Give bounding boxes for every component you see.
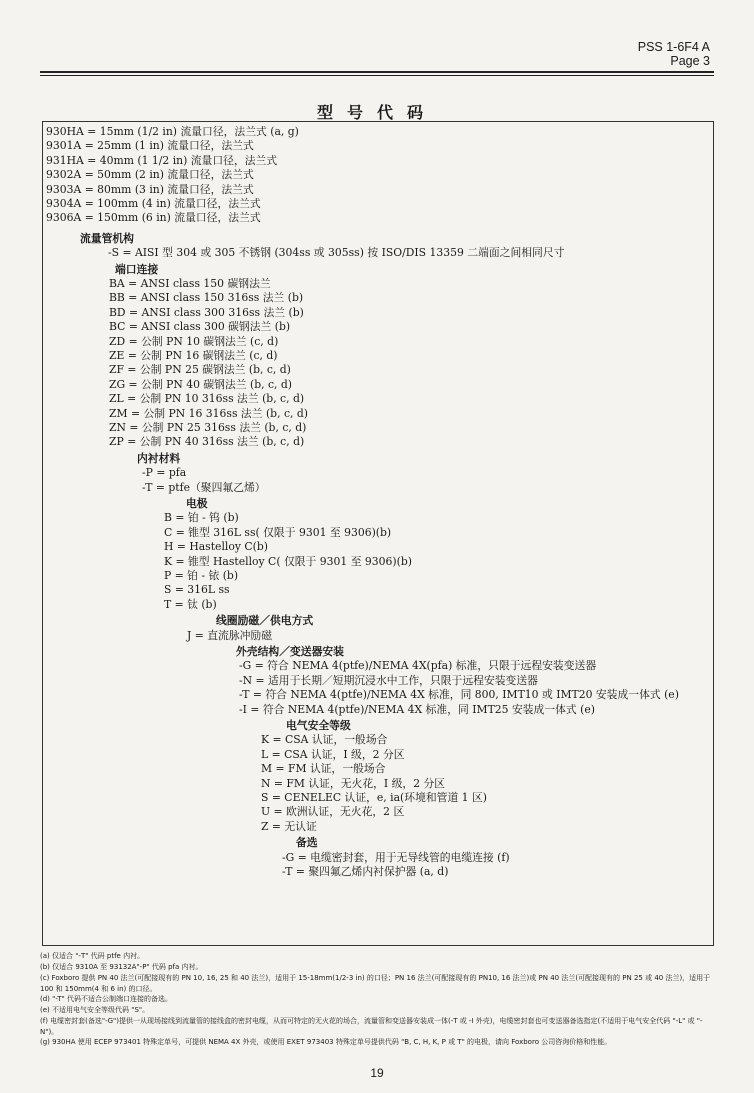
coil-excitation-item: J = 直流脉冲励磁	[187, 628, 273, 642]
end-connection-item: ZD = 公制 PN 10 碳钢法兰 (c, d)	[109, 334, 279, 348]
housing-item: -G = 符合 NEMA 4(ptfe)/NEMA 4X(pfa) 标准，只限于远程安装变送器	[239, 659, 597, 673]
electrode-item: P = 铂 - 铱 (b)	[164, 569, 239, 582]
footnote: (f) 电缆密封套(备选"-G")提供一从现场接线到流量管的接线盒的密封电缆，从而可特定的无火花的场合，流量管和变送器安装成一体(-T 或 -I 外壳)，电缆密封套也可变送器备选指定(不适用于电气安全代码 "-L" 或 "-N")。	[40, 1017, 703, 1036]
header-rule	[40, 71, 714, 73]
page-label: Page 3	[670, 54, 710, 68]
electrode-item: S = 316L ss	[164, 583, 230, 597]
model-code-line: 930HA = 15mm (1/2 in) 流量口径，法兰式 (a, g)	[46, 125, 299, 138]
footnote: (b) 仅适合 9310A 至 93132A"-P" 代码 pfa 内衬。	[40, 963, 203, 971]
lining-material-heading: 内衬材料	[137, 451, 181, 465]
footnote: (a) 仅适合 "-T" 代码 ptfe 内衬。	[40, 952, 145, 960]
end-connection-heading: 端口连接	[115, 262, 159, 276]
end-connection-item: ZE = 公制 PN 16 碳钢法兰 (c, d)	[109, 349, 278, 362]
page-title: 型号代码	[316, 103, 437, 122]
electrical-safety-heading: 电气安全等级	[286, 719, 351, 732]
electrode-item: K = 锥型 Hastelloy C( 仅限于 9301 至 9306)(b)	[164, 554, 412, 568]
housing-item: -N = 适用于长期／短期沉浸水中工作，只限于远程安装变送器	[239, 673, 538, 687]
footnote: (c) Foxboro 提供 PN 40 法兰(可配接现有的 PN 10, 16, 25 和 40 法兰)，适用于 15-18mm(1/2-3 in) 的口径；PN 16 法兰(可配接现有的 PN10, 16 法兰)或 PN 40 法兰(可配接现有的 PN 25 或 40 法兰)，适用于 100 和 150mm(4 和 6 in) 的口径。	[40, 974, 711, 993]
end-connection-item: ZP = 公制 PN 40 316ss 法兰 (b, c, d)	[109, 435, 305, 449]
lining-material-item: -P = pfa	[142, 466, 187, 480]
model-code-line: 9304A = 100mm (4 in) 流量口径，法兰式	[46, 197, 261, 210]
footnote: (d) "-T" 代码不适合公制端口连接的备选。	[40, 995, 172, 1003]
tube-construction-heading: 流量管机构	[80, 231, 134, 245]
options-item: -G = 电缆密封套，用于无导线管的电缆连接 (f)	[282, 850, 510, 864]
end-connection-item: BA = ANSI class 150 碳钢法兰	[109, 277, 271, 290]
end-connection-item: BD = ANSI class 300 316ss 法兰 (b)	[109, 305, 304, 319]
electrode-item: B = 铂 - 钨 (b)	[164, 511, 239, 525]
housing-heading: 外壳结构／变送器安装	[236, 645, 344, 658]
end-connection-item: BC = ANSI class 300 碳钢法兰 (b)	[109, 320, 291, 334]
model-code-line: 9306A = 150mm (6 in) 流量口径，法兰式	[46, 211, 261, 225]
electrical-safety-item: K = CSA 认证，一般场合	[261, 733, 388, 747]
end-connection-item: ZM = 公制 PN 16 316ss 法兰 (b, c, d)	[109, 406, 308, 420]
housing-item: -I = 符合 NEMA 4(ptfe)/NEMA 4X 标准，同 IMT25 安装成一体式 (e)	[239, 702, 595, 716]
electrical-safety-item: M = FM 认证，一般场合	[261, 762, 386, 776]
electrical-safety-item: Z = 无认证	[261, 819, 317, 833]
coil-excitation-heading: 线圈励磁／供电方式	[216, 614, 314, 628]
tube-construction-item: -S = AISI 型 304 或 305 不锈钢 (304ss 或 305ss) 按 ISO/DIS 13359 二端面之间相同尺寸	[108, 246, 565, 260]
header-rule-thin	[40, 75, 714, 76]
end-connection-item: ZL = 公制 PN 10 316ss 法兰 (b, c, d)	[109, 392, 305, 406]
electrode-item: T = 钛 (b)	[164, 597, 217, 611]
end-connection-item: BB = ANSI class 150 316ss 法兰 (b)	[109, 291, 304, 305]
model-code-line: 9302A = 50mm (2 in) 流量口径，法兰式	[46, 168, 254, 182]
footnote: (g) 930HA 使用 ECEP 973401 特殊定单号，可提供 NEMA 4X 外壳，或使用 EXET 973403 特殊定单号提供代码 "B, C, H, K, P 或 T" 的电极，请向 Foxboro 公司咨询价格和性能。	[40, 1038, 612, 1046]
electrical-safety-item: S = CENELEC 认证，e, ia(环境和管道 1 区)	[261, 791, 487, 804]
electrode-item: H = Hastelloy C(b)	[164, 540, 268, 554]
electrode-heading: 电极	[186, 497, 208, 510]
model-code-line: 931HA = 40mm (1 1/2 in) 流量口径，法兰式	[46, 153, 278, 167]
footnote: (e) 不适用电气安全等级代码 "S"。	[40, 1006, 150, 1014]
end-connection-item: ZG = 公制 PN 40 碳钢法兰 (b, c, d)	[109, 377, 293, 391]
options-item: -T = 聚四氟乙烯内衬保护器 (a, d)	[282, 865, 449, 878]
options-heading: 备选	[296, 836, 318, 850]
end-connection-item: ZN = 公制 PN 25 316ss 法兰 (b, c, d)	[109, 421, 307, 434]
electrical-safety-item: N = FM 认证，无火花，I 级，2 分区	[261, 776, 446, 790]
electrical-safety-item: U = 欧洲认证，无火花，2 区	[261, 805, 405, 819]
model-code-line: 9303A = 80mm (3 in) 流量口径，法兰式	[46, 182, 254, 196]
model-code-line: 9301A = 25mm (1 in) 流量口径，法兰式	[46, 139, 254, 153]
page-header	[638, 40, 710, 68]
document-id: PSS 1-6F4 A	[637, 40, 710, 54]
electrical-safety-item: L = CSA 认证，I 级，2 分区	[261, 747, 405, 761]
housing-item: -T = 符合 NEMA 4(ptfe)/NEMA 4X 标准，同 800, IMT10 或 IMT20 安装成一体式 (e)	[239, 688, 679, 702]
end-connection-item: ZF = 公制 PN 25 碳钢法兰 (b, c, d)	[109, 363, 291, 377]
electrode-item: C = 锥型 316L ss( 仅限于 9301 至 9306)(b)	[164, 525, 392, 539]
page-number: 19	[370, 1066, 384, 1080]
lining-material-item: -T = ptfe（聚四氟乙烯）	[142, 480, 266, 494]
